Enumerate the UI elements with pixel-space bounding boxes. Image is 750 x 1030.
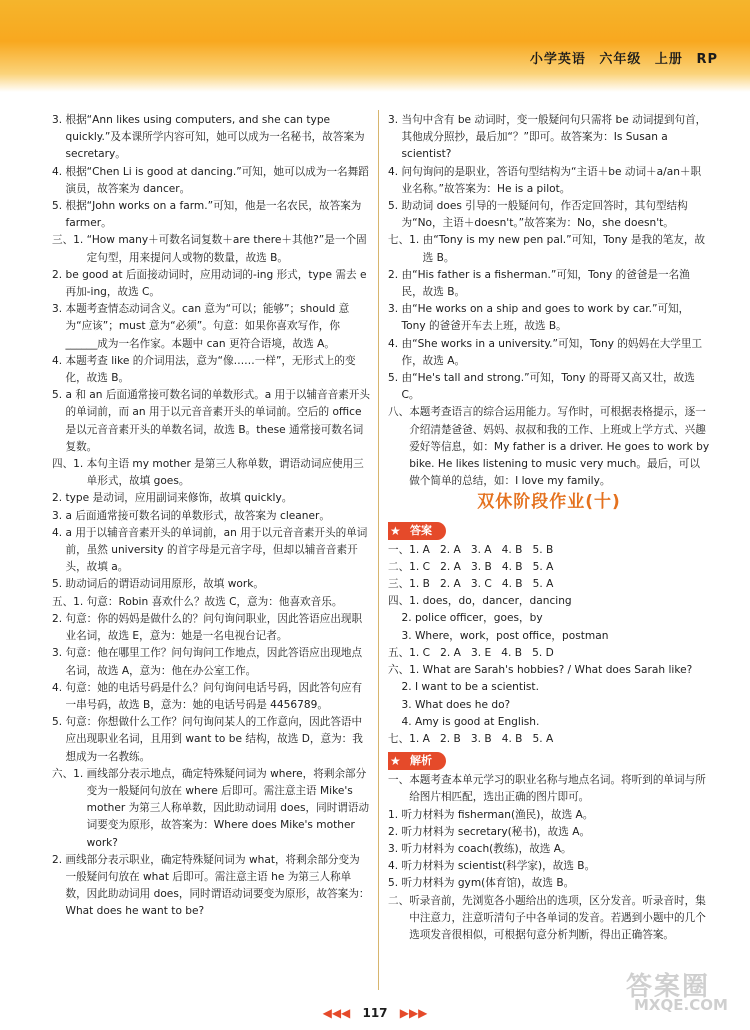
right-explanation-item-number: 5. [388, 200, 402, 213]
answer-row: 三、1. B 2. A 3. C 4. B 5. A [388, 578, 554, 591]
analysis-item-number: 5. [388, 877, 402, 890]
left-explanation-item [52, 387, 370, 456]
left-explanation-item-number: 五、1. [52, 595, 87, 608]
left-explanation-item-number: 5. [52, 389, 66, 402]
analysis-tag [388, 752, 446, 770]
left-explanation-item-number: 4. [52, 165, 66, 178]
left-explanation-item-number: 2. [52, 492, 66, 505]
left-explanation-item-number: 5. [52, 716, 66, 729]
star-icon: ★ [390, 754, 401, 769]
answer-row: 2. I want to be a scientist. [388, 681, 539, 694]
answer-row: 3. What does he do? [388, 698, 511, 711]
header-edition: RP [696, 52, 718, 67]
analysis-item-number: 4. [388, 860, 402, 873]
analysis-tag-label: 解析 [410, 754, 432, 768]
answers-list [388, 542, 710, 748]
left-explanation-item-text: 句意：你想做什么工作？问句询问某人的工作意向，因此答语中应出现职业名词，且用到 want to be 结构，故选 D，意为：我想成为一名教练。 [65, 716, 363, 763]
analysis-item [388, 893, 710, 945]
left-explanation-item [52, 164, 370, 198]
left-explanation-item-text: a 和 an 后面通常接可数名词的单数形式。a 用于以辅音音素开头的单词前，而 an 用于以元音音素开头的单词前。空后的 office 是以元音音素开头的单数名词，故选 B。these 通常接可数名词复数。 [65, 389, 370, 453]
left-column [52, 112, 370, 921]
left-explanation-item [52, 508, 370, 525]
left-explanation-item-number: 六、1. [52, 767, 87, 780]
right-explanation-item-text: 由“She works in a university.”可知，Tony 的妈妈在大学里工作，故选 A。 [401, 337, 703, 367]
left-explanation-item-text: type 是动词，应用副词来修饰，故填 quickly。 [65, 492, 293, 505]
left-explanation-item [52, 525, 370, 577]
answer-row: 六、1. What are Sarah's hobbies? / What does Sarah like? [388, 664, 693, 677]
right-explanation-item [388, 336, 710, 370]
left-explanation-item-text: 画线部分表示地点，确定特殊疑问词为 where，将剩余部分变为一般疑问句放在 where 后即可。需注意主语 Mike's mother 为第三人称单数，因此助动词用 does，同时谓语动词要变为原形，故答案为：Where does Mike's mother work? [86, 767, 370, 849]
analysis-item-text: 听录音前，先浏览各小题给出的选项，区分发音。听录音时，集中注意力，注意听清句子中各单词的发音。若遇到小题中的几个选项发音很相似，可根据句意分析判断，得出正确答案。 [409, 894, 706, 941]
analysis-item-text: 本题考查本单元学习的职业名称与地点名词。将听到的单词与所给图片相匹配，选出正确的图片即可。 [409, 774, 706, 804]
left-explanation-item-text: 根据“John works on a farm.”可知，他是一名农民，故答案为 farmer。 [65, 200, 362, 230]
left-explanation-item-number: 四、1. [52, 458, 87, 471]
right-explanation-item-number: 4. [388, 337, 402, 350]
right-explanation-item-text: 由“Tony is my new pen pal.”可知，Tony 是我的笔友，故选 B。 [422, 234, 706, 264]
left-explanation-item-number: 3. [52, 114, 66, 126]
left-explanation-item-number: 2. [52, 612, 66, 625]
answer-row: 七、1. A 2. B 3. B 4. B 5. A [388, 732, 554, 745]
analysis-item-text: 听力材料为 fisherman(渔民)，故选 A。 [401, 808, 594, 821]
left-explanation-item-text: 句意：他在哪里工作？问句询问工作地点，因此答语应出现地点名词，故选 A，意为：他在办公室工作。 [65, 647, 363, 677]
header-grade: 六年级 [599, 52, 642, 67]
left-explanation-item-number: 4. [52, 526, 66, 539]
right-explanation-item [388, 404, 710, 490]
left-explanation-item-text: 画线部分表示职业，确定特殊疑问词为 what，将剩余部分变为一般疑问句放在 what 后即可。需注意主语 he 为第三人称单数，因此助动词用 does，同时谓语动词要变为原形，故答案为：What does he want to be? [65, 853, 370, 918]
header-info [522, 48, 718, 67]
left-explanation-item-text: 本题考查情态动词含义。can 意为“可以；能够”；should 意为“应该”；must 意为“必须”。句意：如果你喜欢写作，你______成为一名作家。本题中 can 更符合语境，故选 A。 [65, 303, 350, 350]
right-column [388, 112, 710, 944]
analysis-item [388, 858, 710, 875]
left-explanation-item-text: be good at 后面接动词时，应用动词的-ing 形式，type 需去 e 再加-ing，故选 C。 [65, 268, 367, 299]
header-volume: 上册 [654, 52, 683, 67]
answer-row: 3. Where，work，post office，postman [388, 629, 609, 642]
right-explanation-item-number: 4. [388, 165, 402, 178]
right-explanation-item-number: 七、1. [388, 234, 423, 247]
left-explanation-item-number: 三、1. [52, 234, 87, 247]
left-explanation-item [52, 353, 370, 387]
left-explanation-item [52, 112, 370, 164]
right-explanation-item [388, 301, 710, 335]
left-explanation-item [52, 680, 370, 714]
left-explanation-item [52, 766, 370, 852]
left-explanation-item-text: 本题考查 like 的介词用法，意为“像……一样”，无形式上的变化，故选 B。 [65, 354, 356, 385]
left-explanation-item-text: 句意：Robin 喜欢什么？故选 C，意为：他喜欢音乐。 [86, 595, 343, 608]
analysis-item [388, 807, 710, 824]
left-explanation-item-number: 2. [52, 853, 66, 866]
right-explanation-item-text: 问句询问的是职业，答语句型结构为“主语＋be 动词＋a/an＋职业名称。”故答案为：He is a pilot。 [401, 165, 702, 195]
analysis-item [388, 841, 710, 858]
star-icon: ★ [390, 523, 401, 538]
left-explanation-item [52, 714, 370, 766]
left-explanation-item [52, 456, 370, 490]
answer-row: 4. Amy is good at English. [388, 715, 540, 728]
right-column-explanations [388, 112, 710, 490]
left-explanation-item [52, 301, 370, 353]
right-explanation-item-number: 2. [388, 268, 402, 281]
right-explanation-item-text: 由“He works on a ship and goes to work by car.”可知，Tony 的爸爸开车去上班，故选 B。 [401, 303, 690, 333]
section-title: 双休阶段作业(十) [477, 492, 621, 513]
left-explanation-item-number: 3. [52, 509, 66, 522]
left-explanation-item-text: 根据“Chen Li is good at dancing.”可知，她可以成为一名舞蹈演员，故答案为 dancer。 [65, 165, 369, 195]
right-explanation-item-number: 3. [388, 303, 402, 316]
analysis-item-number: 3. [388, 842, 402, 855]
left-explanation-item-text: a 后面通常接可数名词的单数形式，故答案为 cleaner。 [65, 509, 330, 522]
left-explanation-item [52, 576, 370, 593]
left-explanation-item [52, 594, 370, 611]
analysis-item-text: 听力材料为 secretary(秘书)，故选 A。 [401, 825, 591, 838]
left-explanation-item [52, 611, 370, 645]
header-subject: 小学英语 [529, 52, 586, 67]
analysis-item-number: 二、 [388, 894, 410, 907]
analysis-item [388, 875, 710, 892]
left-explanation-item-number: 5. [52, 578, 66, 591]
right-explanation-item [388, 198, 710, 232]
right-explanation-item [388, 164, 710, 198]
right-explanation-item-text: 助动词 does 引导的一般疑问句，作否定回答时，其句型结构为“No，主语＋doesn't。”故答案为：No，she doesn't。 [401, 200, 688, 230]
column-divider [378, 110, 379, 990]
left-explanation-item-number: 3. [52, 303, 66, 316]
analysis-item [388, 824, 710, 841]
left-explanation-item-text: “How many＋可数名词复数＋are there＋其他?”是一个固定句型，用来提问人或物的数量，故选 B。 [86, 234, 367, 264]
left-explanation-item [52, 852, 370, 921]
left-explanation-item-number: 5. [52, 200, 66, 213]
right-explanation-item [388, 267, 710, 301]
left-explanation-item-text: 助动词后的谓语动词用原形，故填 work。 [65, 578, 264, 591]
analysis-item-number: 一、 [388, 774, 410, 787]
left-explanation-item-text: 句意：你的妈妈是做什么的？问句询问职业，因此答语应出现职业名词，故选 E，意为：她是一名电视台记者。 [65, 612, 363, 643]
analysis-item-text: 听力材料为 gym(体育馆)，故选 B。 [401, 877, 575, 890]
next-arrows-icon: ▶▶▶ [399, 1006, 428, 1020]
right-explanation-item [388, 370, 710, 404]
analysis-list [388, 772, 710, 944]
right-explanation-item-number: 3. [388, 114, 402, 126]
analysis-item [388, 772, 710, 806]
left-explanation-item-number: 2. [52, 268, 66, 281]
left-explanation-item-text: 句意：她的电话号码是什么？问句询问电话号码，因此答句应有一串号码，故选 B，意为：她的电话号码是 4456789。 [65, 681, 363, 711]
watermark-logo [620, 966, 738, 1016]
answer-row: 2. police officer，goes，by [388, 612, 543, 625]
right-explanation-item-text: 由“He's tall and strong.”可知，Tony 的哥哥又高又壮，故选 C。 [401, 372, 695, 402]
analysis-item-number: 2. [388, 825, 402, 838]
left-explanation-item [52, 198, 370, 232]
right-explanation-item-text: 本题考查语言的综合运用能力。写作时，可根据表格提示，逐一介绍清楚爸爸、妈妈、叔叔和我的工作、上班或上学方式、兴趣爱好等信息，如：My father is a driver. He goes to work by bike. He likes listening to music very much。最后，可以做个简单的总结，如：I love my family。 [409, 406, 710, 488]
answers-tag-label: 答案 [410, 523, 432, 537]
answer-row: 四、1. does，do，dancer，dancing [388, 595, 572, 608]
answer-row: 五、1. C 2. A 3. E 4. B 5. D [388, 646, 554, 659]
page-number: 117 [362, 1006, 388, 1020]
answer-row: 一、1. A 2. A 3. A 4. B 5. B [388, 543, 554, 556]
analysis-item-text: 听力材料为 scientist(科学家)，故选 B。 [401, 860, 596, 873]
analysis-item-text: 听力材料为 coach(教练)，故选 A。 [401, 842, 572, 855]
answer-row: 二、1. C 2. A 3. B 4. B 5. A [388, 560, 554, 573]
watermark-line2: MXQE.COM [634, 996, 728, 1014]
prev-arrows-icon: ◀◀◀ [322, 1006, 351, 1020]
left-explanation-item-text: 本句主语 my mother 是第三人称单数，谓语动词应使用三单形式，故填 goes。 [86, 458, 364, 488]
right-explanation-item [388, 112, 710, 164]
left-explanation-item [52, 490, 370, 507]
header-banner [0, 0, 750, 92]
watermark-line1: 答案圈 [626, 972, 711, 1002]
left-explanation-item [52, 645, 370, 679]
right-explanation-item-text: 当句中含有 be 动词时，变一般疑问句只需将 be 动词提到句首，其他成分照抄，最后加“？”即可。故答案为：Is Susan a scientist? [401, 114, 707, 161]
left-explanation-item-number: 4. [52, 354, 66, 367]
right-explanation-item-text: 由“His father is a fisherman.”可知，Tony 的爸爸是一名渔民，故选 B。 [401, 268, 690, 299]
left-explanation-item-number: 3. [52, 647, 66, 660]
left-explanation-item-text: 根据“Ann likes using computers, and she can type quickly.”及本课所学内容可知，她可以成为一名秘书，故答案为 secretary。 [65, 114, 365, 161]
right-explanation-item [388, 232, 710, 266]
right-explanation-item-number: 5. [388, 372, 402, 385]
answers-tag [388, 522, 446, 540]
left-explanation-item-text: a 用于以辅音音素开头的单词前，an 用于以元音音素开头的单词前，虽然 university 的首字母是元音字母，但却以辅音音素开头，故填 a。 [65, 526, 368, 574]
analysis-item-number: 1. [388, 808, 402, 821]
left-explanation-item-number: 4. [52, 681, 66, 694]
right-explanation-item-number: 八、 [388, 406, 410, 419]
left-explanation-item [52, 267, 370, 301]
left-explanation-item [52, 232, 370, 266]
